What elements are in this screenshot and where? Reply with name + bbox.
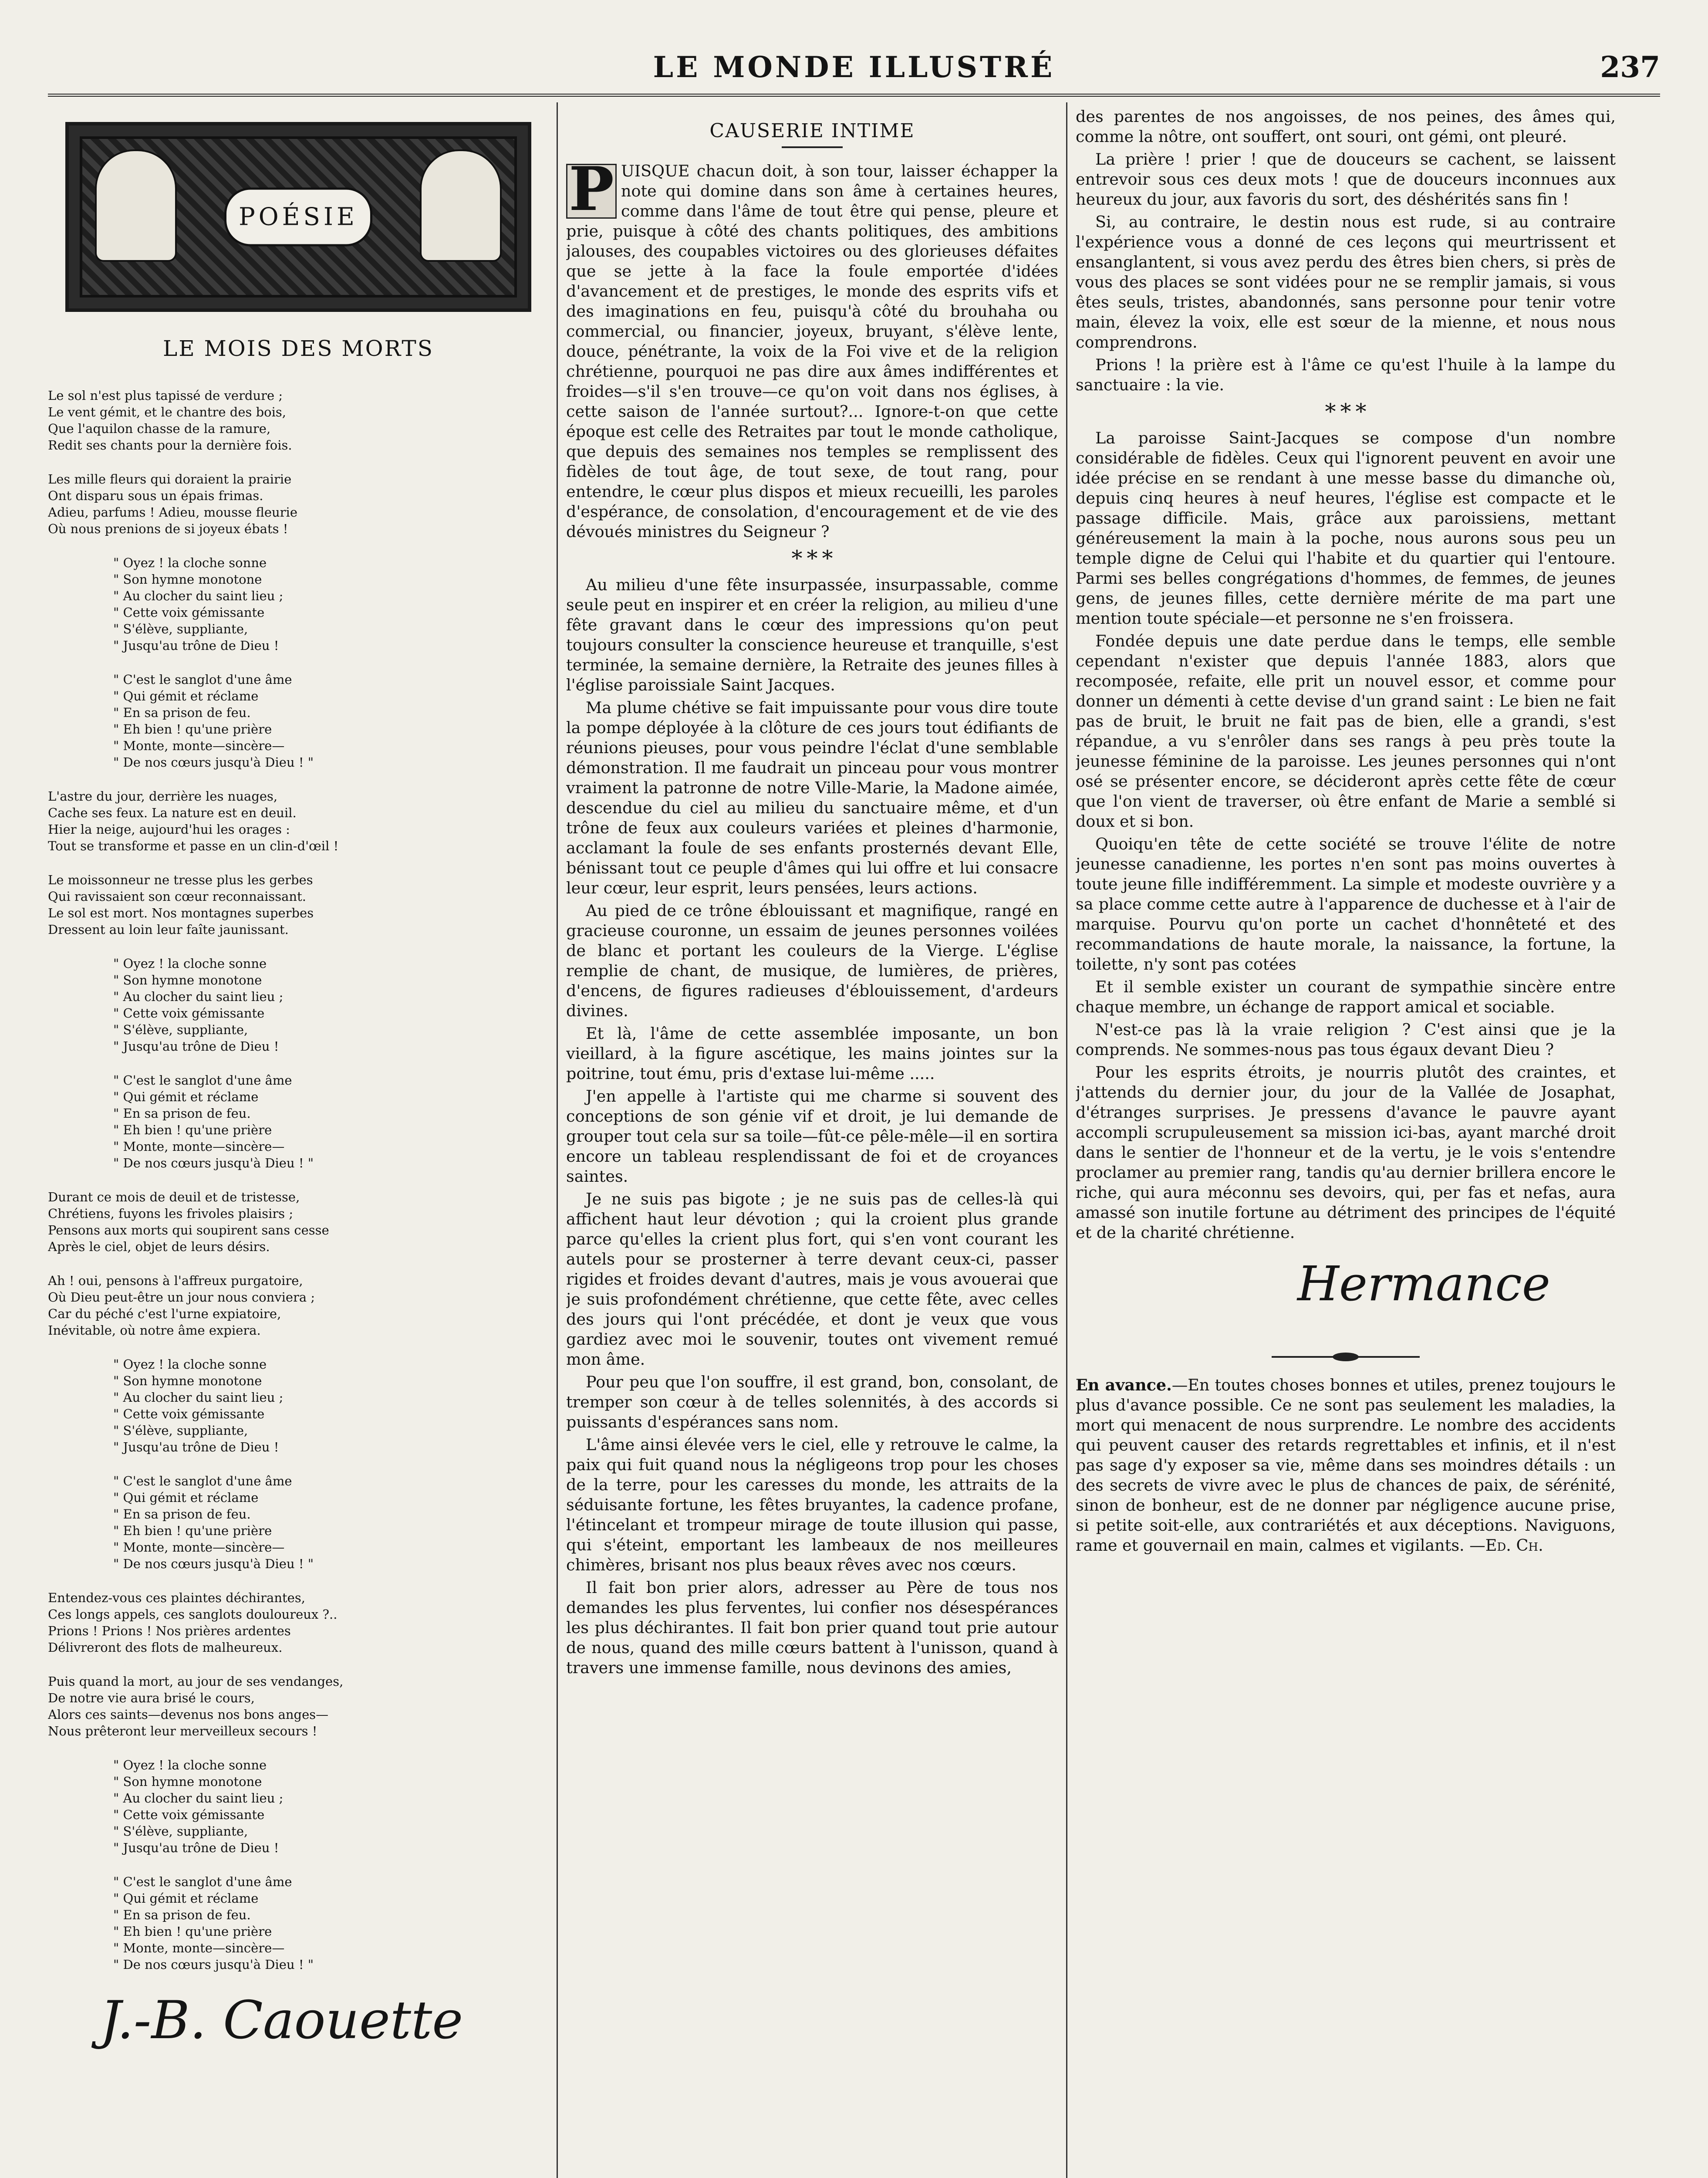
poem-line: " Son hymne monotone xyxy=(113,572,262,587)
poem-line: " Au clocher du saint lieu ; xyxy=(113,989,284,1004)
poem-line: " S'élève, suppliante, xyxy=(113,1824,248,1839)
poem-line: " Cette voix gémissante xyxy=(113,1006,265,1021)
paragraph-text: Je ne suis pas bigote ; je ne suis pas de celles-là qui affichent haut leur dévotion ; qui la croient plus grande parce qu'elles la crient plus fort, qui s'en vont courant les autels pour se prosterner à terre devant ceux-ci, passer rigides et froides devant d'autres, mais je vous avouerai que je suis profondément chrétienne, que cette fête, avec celles des jours qui l'ont précédée, et dont je veux que vous gardiez avec moi le souvenir, toutes ont vivement remué mon âme. xyxy=(566,1190,1058,1369)
poem-line: " En sa prison de feu. xyxy=(113,705,251,720)
poem-line: " Cette voix gémissante xyxy=(113,605,265,620)
poem-line: " C'est le sanglot d'une âme xyxy=(113,1874,292,1889)
verse-stanza xyxy=(48,1272,549,1339)
poem-line: " S'élève, suppliante, xyxy=(113,622,248,636)
poem-line: " S'élève, suppliante, xyxy=(113,1022,248,1037)
banner-label: POÉSIE xyxy=(224,188,372,247)
poem-line: Où nous prenions de si joyeux ébats ! xyxy=(48,521,288,536)
poem-line: " Oyez ! la cloche sonne xyxy=(113,555,267,570)
poem-line: " De nos cœurs jusqu'à Dieu ! " xyxy=(113,1156,314,1170)
poem-line: " De nos cœurs jusqu'à Dieu ! " xyxy=(113,1556,314,1571)
poem-line: " Eh bien ! qu'une prière xyxy=(113,1924,272,1939)
paragraph-text: Et là, l'âme de cette assemblée imposante, un bon vieillard, à la figure ascétique, les mains jointes sur la poitrine, tout ému, pris d'extase lui-même ..... xyxy=(566,1024,1058,1083)
paragraph-text: Au pied de ce trône éblouissant et magnifique, rangé en gracieuse couronne, un essaim de jeunes personnes voilées de blanc et portant les couleurs de la Vierge. L'église remplie de chant, de musique, de lumières, de prières, d'encens, de figures radieuses d'éblouissement, d'ardeurs divines. xyxy=(566,901,1058,1020)
poem-line: L'astre du jour, derrière les nuages, xyxy=(48,789,278,804)
poem-line: Durant ce mois de deuil et de tristesse, xyxy=(48,1190,300,1204)
section-stars: * * * xyxy=(791,546,833,571)
refrain-stanza xyxy=(48,1473,549,1572)
author-signature: Hermance xyxy=(1297,1256,1550,1312)
poem-line: Tout se transforme et passe en un clin-d'œil ! xyxy=(48,839,339,853)
poem-line: " Jusqu'au trône de Dieu ! xyxy=(113,1440,279,1454)
poem-line: Alors ces saints—devenus nos bons anges— xyxy=(48,1707,329,1722)
poem-line: " Jusqu'au trône de Dieu ! xyxy=(113,1039,279,1054)
poem-line: Prions ! Prions ! Nos prières ardentes xyxy=(48,1623,291,1638)
avance-byline: —Ed. Ch. xyxy=(1469,1536,1543,1555)
poem-line: " Eh bien ! qu'une prière xyxy=(113,1523,272,1538)
poetry-column xyxy=(48,107,549,2178)
verse-stanza xyxy=(48,872,549,938)
causerie-title: CAUSERIE INTIME xyxy=(709,120,915,142)
verse-stanza xyxy=(48,1590,549,1656)
poem-line: Ah ! oui, pensons à l'affreux purgatoire, xyxy=(48,1273,303,1288)
masthead xyxy=(48,50,1660,91)
poem-line: " Au clocher du saint lieu ; xyxy=(113,1791,284,1806)
poem-line: " Qui gémit et réclame xyxy=(113,1490,259,1505)
paragraph-text: La paroisse Saint-Jacques se compose d'un nombre considérable de fidèles. Ceux qui l'ignorent peuvent en avoir une idée précise en se rendant à une messe basse du dimanche où, depuis cinq heures à neuf heures, l'église est compacte et le passage difficile. Mais, grâce aux paroissiens, mettant généreusement la main à la poche, nous aurons sous peu un temple digne de Celui qui l'habite et du quartier qui l'entoure. Parmi ses belles congrégations d'hommes, de femmes, de jeunes gens, de jeunes filles, cette dernière mérite de ma part une mention toute spéciale—et personne ne s'en froissera. xyxy=(1076,429,1616,628)
poem-line: " Qui gémit et réclame xyxy=(113,1891,259,1906)
verse-stanza xyxy=(48,387,549,453)
paragraph-text: Pour peu que l'on souffre, il est grand, bon, consolant, de tremper son cœur à de telles solennités, à des accords si puissants d'espérances sans nom. xyxy=(566,1373,1058,1431)
poem-line: Hier la neige, aujourd'hui les orages : xyxy=(48,822,290,837)
poem-line: Après le ciel, objet de leurs désirs. xyxy=(48,1239,270,1254)
poem-line: " Son hymne monotone xyxy=(113,1373,262,1388)
poem-line: " Monte, monte—sincère— xyxy=(113,1540,285,1555)
verse-stanza xyxy=(48,788,549,854)
figure-ornament-right xyxy=(420,149,502,262)
paragraph-text: Si, au contraire, le destin nous est rude, si au contraire l'expérience vous a donné de ces leçons qui meurtrissent et ensanglantent, si vous avez perdu des êtres bien chers, si près de vous des places se sont vidées pour ne se remplir jamais, si vous êtes seuls, tristes, abandonnés, sans personne pour tenir votre main, élevez la voix, elle est sœur de la mienne, et nous nous comprendrons. xyxy=(1076,213,1616,352)
causerie-paragraph xyxy=(566,1189,1058,1370)
paragraph-text: Au milieu d'une fête insurpassée, insurpassable, comme seule peut en inspirer et en créer la religion, au milieu d'une fête gravant dans le cœur des impressions qu'on peut toujours consulter la conscience heureuse et tranquille, s'est terminée, la semaine dernière, la Retraite des jeunes filles à l'église paroissiale Saint Jacques. xyxy=(566,575,1058,694)
poem-line: " S'élève, suppliante, xyxy=(113,1423,248,1438)
poem-line: De notre vie aura brisé le cours, xyxy=(48,1691,255,1705)
newspaper-title: LE MONDE ILLUSTRÉ xyxy=(653,50,1055,84)
poem-line: " Monte, monte—sincère— xyxy=(113,1941,285,1955)
poem-line: Les mille fleurs qui doraient la prairie xyxy=(48,472,292,487)
verse-stanza xyxy=(48,471,549,537)
poem-line: " En sa prison de feu. xyxy=(113,1507,251,1522)
poem-line: Redit ses chants pour la dernière fois. xyxy=(48,438,292,453)
causerie-paragraph xyxy=(1076,1020,1616,1060)
refrain-stanza xyxy=(48,555,549,654)
paragraph-text: Pour les esprits étroits, je nourris plutôt des craintes, et j'attends du dernier jour, du jour de la Vallée de Josaphat, d'étranges surprises. Je pressens d'avance le pauvre ayant accompli scrupuleusement sa mission ici-bas, ayant marché droit dans le sentier de l'honneur et de la vertu, je le vois s'entendre proclamer au premier rang, tandis qu'au dernier brillera encore le riche, qui aura méconnu ses devoirs, qui, per fas et nefas, aura amassé son inutile fortune au détriment des principes de l'équité et de la charité chrétienne. xyxy=(1076,1063,1616,1242)
causerie-paragraph xyxy=(566,153,1058,542)
poem-line: Inévitable, où notre âme expiera. xyxy=(48,1323,261,1338)
poem-line: " Oyez ! la cloche sonne xyxy=(113,956,267,971)
header-rule xyxy=(48,94,1660,97)
poem-line: " Son hymne monotone xyxy=(113,1774,262,1789)
paragraph-text: UISQUE chacun doit, à son tour, laisser échapper la note qui domine dans son âme à certaines heures, comme dans l'âme de tout être qui pense, pleure et prie, puisque à côté des chants politiques, des ambitions jalouses, des coupables victoires ou des glorieuses défaites que se jette à la face la foule emportée d'idées d'avancement et de prestiges, le monde des esprits vifs et des imaginations en feu, puisqu'à côté du brouhaha ou commercial, ou financier, joyeux, bruyant, s'élève lente, douce, pénétrante, la voix de la Foi vive et de la religion chrétienne, pourquoi ne pas dire aux âmes indifférentes et froides—s'il s'en trouve—ce qu'on voit dans nos églises, à cette saison de l'année surtout?... Ignore-t-on que cette époque est celle des Retraites par tout le monde catholique, que depuis des semaines nos temples se remplissent des fidèles de tout âge, de tout sexe, de tout rang, pour entendre, le cœur plus dispos et mieux recueilli, les paroles d'espérance, de consolation, d'encouragement et de vie des dévoués ministres du Seigneur ? xyxy=(566,162,1058,541)
column-divider xyxy=(557,102,558,2178)
page-number: 237 xyxy=(1600,50,1660,84)
figure-ornament-left xyxy=(95,149,177,262)
poem-line: " Qui gémit et réclame xyxy=(113,1089,259,1104)
poetry-banner xyxy=(65,122,531,312)
paragraph-text: L'âme ainsi élevée vers le ciel, elle y retrouve le calme, la paix qui fuit quand nous la négligeons trop pour les choses de la terre, pour les caresses du monde, les attraits de la séduisante fortune, les fêtes bruyantes, la cadence profane, l'étincelant et trompeur mirage de toute illusion qui passe, qui s'éteint, emportant les lambeaux de nos meilleures chimères, brisant nos plus beaux rêves avec nos cœurs. xyxy=(566,1435,1058,1574)
paragraph-text: J'en appelle à l'artiste qui me charme si souvent des conceptions de son génie vif et droit, je lui demande de grouper tout cela sur sa toile—fût-ce pêle-mêle—il en sortira encore un tableau resplendissant de foi et de croyances saintes. xyxy=(566,1087,1058,1186)
poem-line: Le sol est mort. Nos montagnes superbes xyxy=(48,906,314,920)
causerie-column xyxy=(566,107,1058,2178)
refrain-stanza xyxy=(48,1072,549,1171)
causerie-paragraph xyxy=(1076,428,1616,629)
ornamental-divider xyxy=(1272,1356,1420,1358)
poem-line: " Au clocher du saint lieu ; xyxy=(113,1390,284,1405)
poem-line: " De nos cœurs jusqu'à Dieu ! " xyxy=(113,755,314,770)
avance-lead: En avance. xyxy=(1076,1376,1172,1394)
causerie-paragraph xyxy=(566,575,1058,695)
causerie-paragraph xyxy=(1076,149,1616,210)
poem-line: " Cette voix gémissante xyxy=(113,1807,265,1822)
avance-paragraph xyxy=(1076,1375,1616,1556)
title-rule xyxy=(782,146,843,148)
poem-line: " Cette voix gémissante xyxy=(113,1407,265,1421)
paragraph-text: Et il semble exister un courant de sympathie sincère entre chaque membre, un échange de rapport amical et sociable. xyxy=(1076,977,1616,1016)
poem-line: " Eh bien ! qu'une prière xyxy=(113,1123,272,1137)
causerie-paragraph xyxy=(566,1435,1058,1575)
poem-line: " Qui gémit et réclame xyxy=(113,689,259,703)
poem-line: " Jusqu'au trône de Dieu ! xyxy=(113,638,279,653)
causerie-paragraph xyxy=(1076,631,1616,832)
poem-title: LE MOIS DES MORTS xyxy=(163,336,434,361)
poem-line: Cache ses feux. La nature est en deuil. xyxy=(48,805,297,820)
avance-text: —En toutes choses bonnes et utiles, prenez toujours le plus d'avance possible. Ce ne sont pas seulement les maladies, la mort qui menacent de nous surprendre. Le nombre des accidents qui peuvent causer des retards regrettables et infinis, et il n'est pas sage d'y exposer sa vie, même dans ses moindres détails : un des secrets de vivre avec le plus de chances de paix, de sérénité, sinon de bonheur, est de ne donner par négligence aucune prise, si petite soit-elle, aux contrariétés et aux déceptions. Naviguons, rame et gouvernail en main, calmes et vigilants. xyxy=(1076,1376,1616,1555)
section-stars: * * * xyxy=(1325,399,1367,424)
poem-line: " Jusqu'au trône de Dieu ! xyxy=(113,1840,279,1855)
causerie-paragraph xyxy=(1076,977,1616,1017)
poem-line: Car du péché c'est l'urne expiatoire, xyxy=(48,1306,281,1321)
causerie-paragraph xyxy=(1076,1062,1616,1243)
paragraph-text: Il fait bon prier alors, adresser au Père de tous nos demandes les plus ferventes, lui confier nos désespérances les plus déchirantes. Il fait bon prier quand tout prie autour de nous, quand des mille cœurs battent à l'unisson, quand à travers une immense famille, nous devinons des amies, xyxy=(566,1578,1058,1677)
causerie-paragraph xyxy=(566,1372,1058,1432)
poem-line: Où Dieu peut-être un jour nous conviera ; xyxy=(48,1290,315,1305)
poem-line: " Monte, monte—sincère— xyxy=(113,738,285,753)
poem-line: " En sa prison de feu. xyxy=(113,1907,251,1922)
poem-line: Dressent au loin leur faîte jaunissant. xyxy=(48,922,289,937)
causerie-paragraph xyxy=(566,698,1058,898)
poem-line: Délivreront des flots de malheureux. xyxy=(48,1640,283,1655)
poem-line: Chrétiens, fuyons les frivoles plaisirs ; xyxy=(48,1206,294,1221)
verse-stanza xyxy=(48,1189,549,1255)
poem-line: Entendez-vous ces plaintes déchirantes, xyxy=(48,1590,305,1605)
column-divider xyxy=(1066,102,1067,2178)
paragraph-text: Ma plume chétive se fait impuissante pour vous dire toute la pompe déployée à la clôture de ces jours tout édifiants de réunions pieuses, pour vous peindre l'éclat d'une semblable démonstration. Il me faudrait un pinceau pour vous montrer vraiment la patronne de notre Ville-Marie, la Madone aimée, descendue du ciel au milieu du sanctuaire même, et d'un trône de feux aux couleurs variées et pleines d'harmonie, acclamant la foule de ses enfants prosternés devant Elle, bénissant tout ce peuple d'âmes qui lui offre et lui consacre leur cœur, leur esprit, leurs pensées, leurs actions. xyxy=(566,698,1058,897)
poem-body xyxy=(48,387,549,1973)
poem-line: " Oyez ! la cloche sonne xyxy=(113,1357,267,1372)
poem-line: " C'est le sanglot d'une âme xyxy=(113,1073,292,1088)
causerie-body-continued xyxy=(1076,107,1616,1243)
causerie-continued-column xyxy=(1076,107,1616,2178)
poem-line: Que l'aquilon chasse de la ramure, xyxy=(48,421,271,436)
poem-line: Pensons aux morts qui soupirent sans cesse xyxy=(48,1223,329,1238)
causerie-paragraph xyxy=(1076,834,1616,974)
causerie-body xyxy=(566,153,1058,1678)
causerie-paragraph xyxy=(566,901,1058,1021)
poem-line: " Son hymne monotone xyxy=(113,973,262,988)
refrain-stanza xyxy=(48,671,549,771)
poem-line: Ont disparu sous un épais frimas. xyxy=(48,488,263,503)
causerie-paragraph xyxy=(566,1024,1058,1084)
poem-line: Ces longs appels, ces sanglots douloureux ?.. xyxy=(48,1607,338,1622)
refrain-stanza xyxy=(48,1356,549,1455)
paragraph-text: Quoiqu'en tête de cette société se trouve l'élite de notre jeunesse canadienne, les portes n'en sont pas moins ouvertes à toute jeune fille indifféremment. La simple et modeste ouvrière y a sa place comme cette autre à l'apparence de duchesse et à l'air de marquise. Pourvu qu'on porte un cachet d'honnêteté et des recommandations de haute morale, la naissance, la fortune, la toilette, n'y sont pas cotées xyxy=(1076,835,1616,974)
causerie-paragraph xyxy=(566,1578,1058,1678)
poem-line: Le sol n'est plus tapissé de verdure ; xyxy=(48,388,283,403)
causerie-paragraph xyxy=(1076,355,1616,395)
verse-stanza xyxy=(48,1673,549,1739)
poem-line: Le moissonneur ne tresse plus les gerbes xyxy=(48,873,313,887)
poet-signature: J.-B. Caouette xyxy=(100,1990,463,2051)
paragraph-text: Prions ! la prière est à l'âme ce qu'est l'huile à la lampe du sanctuaire : la vie. xyxy=(1076,355,1616,394)
paragraph-text: N'est-ce pas là la vraie religion ? C'est ainsi que je la comprends. Ne sommes-nous pas tous égaux devant Dieu ? xyxy=(1076,1020,1616,1059)
poem-line: " C'est le sanglot d'une âme xyxy=(113,672,292,687)
poem-line: Qui ravissaient son cœur reconnaissant. xyxy=(48,889,306,904)
drop-cap: P xyxy=(566,164,617,219)
poem-line: " De nos cœurs jusqu'à Dieu ! " xyxy=(113,1957,314,1972)
causerie-paragraph xyxy=(566,1086,1058,1187)
poem-line: " C'est le sanglot d'une âme xyxy=(113,1474,292,1488)
poem-line: " Au clocher du saint lieu ; xyxy=(113,588,284,603)
paragraph-text: La prière ! prier ! que de douceurs se cachent, se laissent entrevoir sous ces deux mots ! que de douceurs inconnues aux heureux du jour, aux favoris du sort, des déshérités sans fin ! xyxy=(1076,150,1616,209)
poem-line: Le vent gémit, et le chantre des bois, xyxy=(48,405,287,419)
poem-line: " Eh bien ! qu'une prière xyxy=(113,722,272,737)
poem-line: Puis quand la mort, au jour de ses vendanges, xyxy=(48,1674,344,1689)
poem-line: " Monte, monte—sincère— xyxy=(113,1139,285,1154)
refrain-stanza xyxy=(48,1874,549,1973)
refrain-stanza xyxy=(48,1757,549,1856)
poem-line: Adieu, parfums ! Adieu, mousse fleurie xyxy=(48,505,297,520)
refrain-stanza xyxy=(48,955,549,1055)
poem-line: Nous prêteront leur merveilleux secours ! xyxy=(48,1724,317,1738)
causerie-paragraph xyxy=(1076,107,1616,147)
paragraph-text: Fondée depuis une date perdue dans le temps, elle semble cependant n'exister que depuis l'année 1883, alors que recomposée, refaite, elle prit un nouvel essor, et comme pour donner un démenti à cette devise d'un grand saint : Le bien ne fait pas de bruit, le bruit ne fait pas de bien, elle a grandi, s'est répandue, a vu s'enrôler dans ses rangs à peu près toute la jeunesse féminine de la paroisse. Les jeunes personnes qui n'ont osé se présenter encore, se décideront après cette fête de cœur que l'on vient de traverser, où être enfant de Marie a semblé si doux et si bon. xyxy=(1076,632,1616,831)
paragraph-text: des parentes de nos angoisses, de nos peines, des âmes qui, comme la nôtre, ont souffert, ont souri, ont gémi, ont pleuré. xyxy=(1076,107,1616,146)
causerie-paragraph xyxy=(1076,212,1616,352)
poem-line: " En sa prison de feu. xyxy=(113,1106,251,1121)
poem-line: " Oyez ! la cloche sonne xyxy=(113,1758,267,1772)
